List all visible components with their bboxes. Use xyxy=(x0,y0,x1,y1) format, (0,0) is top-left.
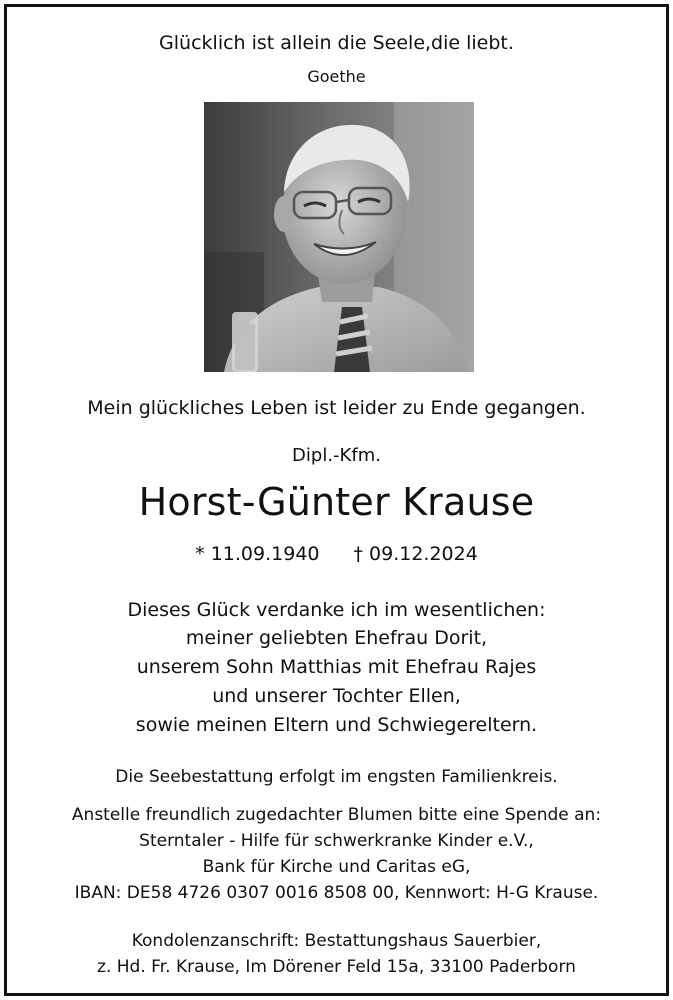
condolence-line: Kondolenzanschrift: Bestattungshaus Sauerbier, xyxy=(131,931,542,951)
thanks-line: und unserer Tochter Ellen, xyxy=(212,685,461,707)
quote: Glücklich ist allein die Seele,die liebt. xyxy=(159,32,514,54)
thanks-line: sowie meinen Eltern und Schwiegereltern. xyxy=(135,714,538,736)
portrait-photo xyxy=(204,102,474,372)
intro-line: Mein glückliches Leben ist leider zu Ende gegangen. xyxy=(87,397,586,419)
donation-line: Anstelle freundlich zugedachter Blumen bitte eine Spende an: xyxy=(71,805,602,825)
donation-line: Bank für Kirche und Caritas eG, xyxy=(202,857,471,877)
donation-line: Sterntaler - Hilfe für schwerkranke Kinder e.V., xyxy=(139,831,534,851)
quote-author: Goethe xyxy=(307,67,366,86)
obituary-card xyxy=(4,4,669,996)
name-prefix: Dipl.-Kfm. xyxy=(292,445,381,466)
thanks-line: unserem Sohn Matthias mit Ehefrau Rajes xyxy=(136,656,537,678)
birth-date: * 11.09.1940 xyxy=(195,543,320,565)
death-date: † 09.12.2024 xyxy=(353,543,478,565)
donation-line: IBAN: DE58 4726 0307 0016 8508 00, Kennwort: H-G Krause. xyxy=(74,883,599,903)
thanks-line: meiner geliebten Ehefrau Dorit, xyxy=(185,627,488,649)
condolence-line: z. Hd. Fr. Krause, Im Dörener Feld 15a, 33100 Paderborn xyxy=(97,957,576,977)
thanks-line: Dieses Glück verdanke ich im wesentlichen: xyxy=(127,599,546,621)
deceased-name: Horst-Günter Krause xyxy=(138,480,535,524)
burial-note: Die Seebestattung erfolgt im engsten Familienkreis. xyxy=(115,767,558,787)
life-dates xyxy=(7,545,666,564)
